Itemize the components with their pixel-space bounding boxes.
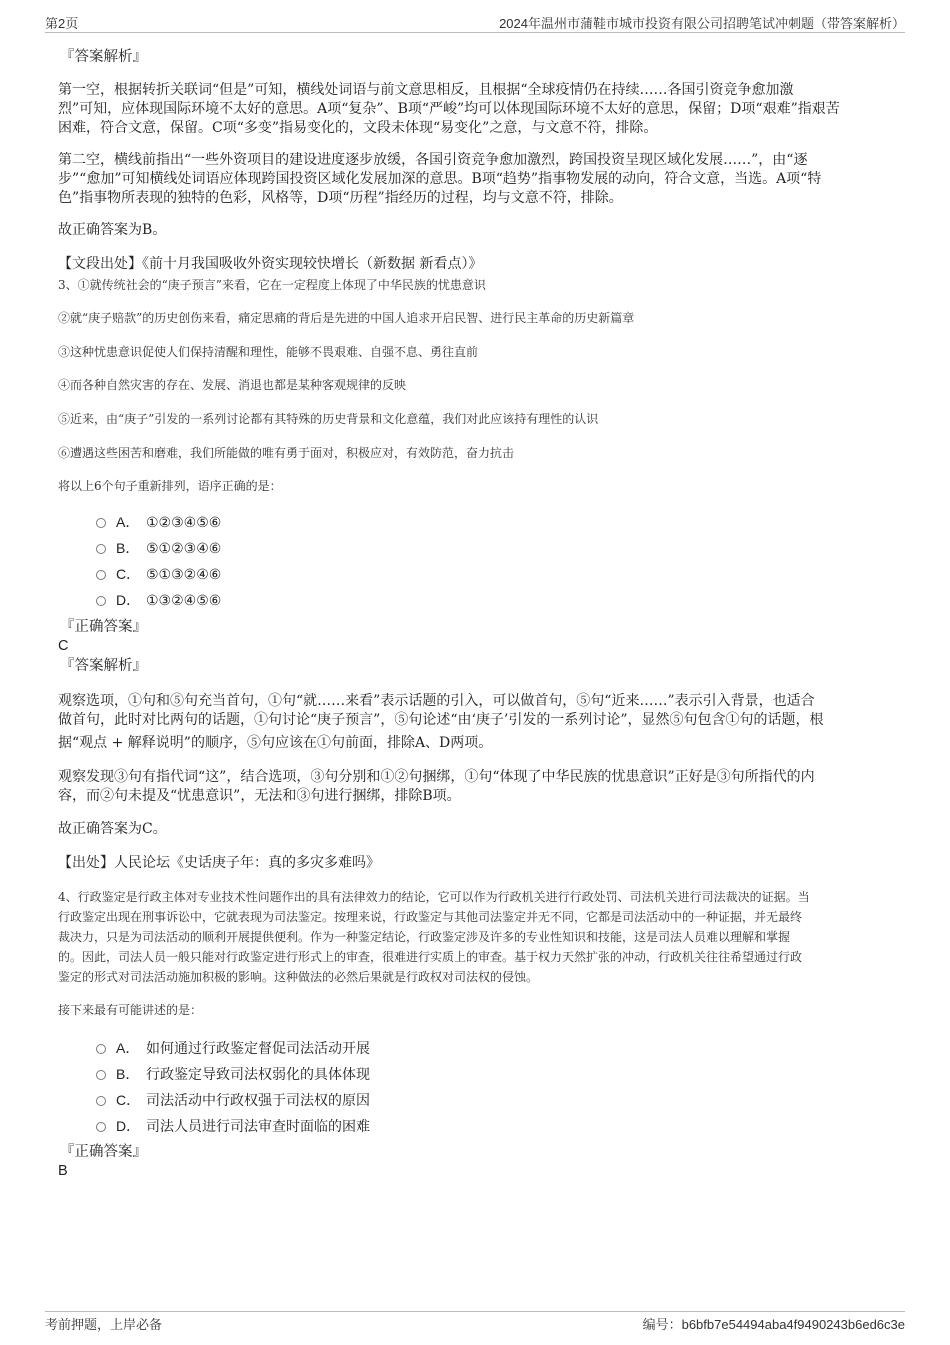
- q2-analysis-p2-l1: 第二空，横线前指出“一些外资项目的建设进度逐步放缓，各国引资竞争愈加激烈，跨国投资呈现区域化发展……”，由“逐: [58, 152, 808, 168]
- q2-conclusion: 故正确答案为B。: [58, 222, 167, 238]
- q3-stem: 3、①就传统社会的“庚子预言”来看，它在一定程度上体现了中华民族的忧患意识: [58, 278, 486, 292]
- header-divider: [45, 32, 905, 33]
- q4-stem-l5: 鉴定的形式对司法活动施加积极的影响。这种做法的必然后果就是行政权对司法权的侵蚀。: [58, 970, 539, 984]
- q4-option-b[interactable]: B． 行政鉴定导致司法权弱化的具体体现: [96, 1064, 370, 1085]
- q4-option-a[interactable]: A． 如何通过行政鉴定督促司法活动开展: [96, 1038, 370, 1059]
- footer-slogan: 考前押题，上岸必备: [45, 1317, 163, 1332]
- radio-icon[interactable]: [96, 1122, 106, 1132]
- q3-prompt: 将以上6个句子重新排列，语序正确的是：: [58, 479, 282, 493]
- q3-sentence-2: ②就“庚子赔款”的历史创伤来看，痛定思痛的背后是先进的中国人追求开启民智、进行民主革命的历史新篇章: [58, 311, 635, 325]
- q3-option-b[interactable]: B． ⑤①②③④⑥: [96, 538, 221, 559]
- radio-icon[interactable]: [96, 1044, 106, 1054]
- q2-analysis-label: 『答案解析』: [60, 49, 147, 65]
- q3-answer-label: 『正确答案』: [60, 619, 147, 635]
- radio-icon[interactable]: [96, 570, 106, 580]
- q3-sentence-5: ⑤近来，由“庚子”引发的一系列讨论都有其特殊的历史背景和文化意蕴，我们对此应该持有理性的认识: [58, 412, 599, 426]
- q4-option-d[interactable]: D． 司法人员进行司法审查时面临的困难: [96, 1116, 370, 1137]
- document-id: 编号：b6bfb7e54494aba4f9490243b6ed6c3e: [642, 1317, 905, 1332]
- q3-option-d[interactable]: D． ①③②④⑤⑥: [96, 590, 221, 611]
- q2-analysis-p1-l2: 烈”可知，应体现国际环境不太好的意思。A项“复杂”、B项“严峻”均可以体现国际环境不太好的意思，保留；D项“艰难”指艰苦: [58, 101, 840, 117]
- q3-analysis-p1-l1: 观察选项，①句和⑤句充当首句，①句“就……来看”表示话题的引入，可以做首句，⑤句“近来……”表示引入背景，也适合: [58, 693, 815, 709]
- q4-stem-l3: 裁决力，只是为司法活动的顺利开展提供便利。作为一种鉴定结论，行政鉴定涉及许多的专业性知识和技能，这是司法人员难以理解和掌握: [58, 930, 791, 944]
- q4-prompt: 接下来最有可能讲述的是：: [58, 1003, 203, 1017]
- q3-sentence-3: ③这种忧患意识促使人们保持清醒和理性，能够不畏艰难、自强不息、勇往直前: [58, 345, 479, 359]
- q2-analysis-p2-l3: 色”指事物所表现的独特的色彩，风格等，D项“历程”指经历的过程，均与文意不符，排除。: [58, 190, 623, 206]
- q2-analysis-p1-l1: 第一空，根据转折关联词“但是”可知，横线处词语与前文意思相反，且根据“全球疫情仍在持续……各国引资竞争愈加激: [58, 82, 794, 98]
- page-number: 第2页: [45, 16, 79, 31]
- q3-analysis-p1-l2: 做首句，此时对比两句的话题，①句讨论“庚子预言”，⑤句论述“由‘庚子’引发的一系列讨论”，显然⑤句包含①句的话题，根: [58, 712, 824, 728]
- radio-icon[interactable]: [96, 1096, 106, 1106]
- radio-icon[interactable]: [96, 1070, 106, 1080]
- q4-option-c[interactable]: C． 司法活动中行政权强于司法权的原因: [96, 1090, 370, 1111]
- q3-analysis-p2-l1: 观察发现③句有指代词“这”，结合选项，③句分别和①②句捆绑，①句“体现了中华民族的忧患意识”正好是③句所指代的内: [58, 769, 815, 785]
- radio-icon[interactable]: [96, 518, 106, 528]
- q3-answer: C: [58, 638, 69, 654]
- q3-option-c[interactable]: C． ⑤①③②④⑥: [96, 564, 221, 585]
- q4-stem-l2: 行政鉴定出现在刑事诉讼中，它就表现为司法鉴定。按理来说，行政鉴定与其他司法鉴定并无不同，它都是司法活动中的一种证据，并无最终: [58, 910, 803, 924]
- footer-divider: [45, 1311, 905, 1312]
- q3-analysis-label: 『答案解析』: [60, 658, 147, 674]
- q3-sentence-6: ⑥遭遇这些困苦和磨难，我们所能做的唯有勇于面对，积极应对，有效防范，奋力抗击: [58, 446, 515, 460]
- q3-source: 【出处】人民论坛《史话庚子年：真的多灾多难吗》: [58, 855, 380, 871]
- q3-conclusion: 故正确答案为C。: [58, 821, 167, 837]
- radio-icon[interactable]: [96, 544, 106, 554]
- q4-stem-l1: 4、行政鉴定是行政主体对专业技术性问题作出的具有法律效力的结论，它可以作为行政机关进行行政处罚、司法机关进行司法裁决的证据。当: [58, 890, 810, 904]
- radio-icon[interactable]: [96, 596, 106, 606]
- q4-answer-label: 『正确答案』: [60, 1144, 147, 1160]
- q2-source: 【文段出处】《前十月我国吸收外资实现较快增长（新数据 新看点）》: [58, 256, 483, 272]
- q3-analysis-p1-l3: 据“观点 + 解释说明”的顺序，⑤句应该在①句前面，排除A、D两项。: [58, 735, 493, 751]
- q4-stem-l4: 的。因此，司法人员一般只能对行政鉴定进行形式上的审查，很难进行实质上的审查。基于权力天然扩张的冲动，行政机关往往希望通过行政: [58, 950, 803, 964]
- document-title: 2024年温州市蒲鞋市城市投资有限公司招聘笔试冲刺题（带答案解析）: [499, 16, 905, 31]
- q2-analysis-p1-l3: 困难，符合文意，保留。C项“多变”指易变化的，文段未体现“易变化”之意，与文意不符，排除。: [58, 120, 658, 136]
- q4-answer: B: [58, 1163, 68, 1179]
- q3-option-a[interactable]: A． ①②③④⑤⑥: [96, 512, 221, 533]
- q3-sentence-4: ④而各种自然灾害的存在、发展、消退也都是某种客观规律的反映: [58, 378, 407, 392]
- q3-analysis-p2-l2: 容，而②句未提及“忧患意识”，无法和③句进行捆绑，排除B项。: [58, 788, 461, 804]
- q2-analysis-p2-l2: 步”“愈加”可知横线处词语应体现跨国投资区域化发展加深的意思。B项“趋势”指事物发展的动向，符合文意，当选。A项“特: [58, 171, 822, 187]
